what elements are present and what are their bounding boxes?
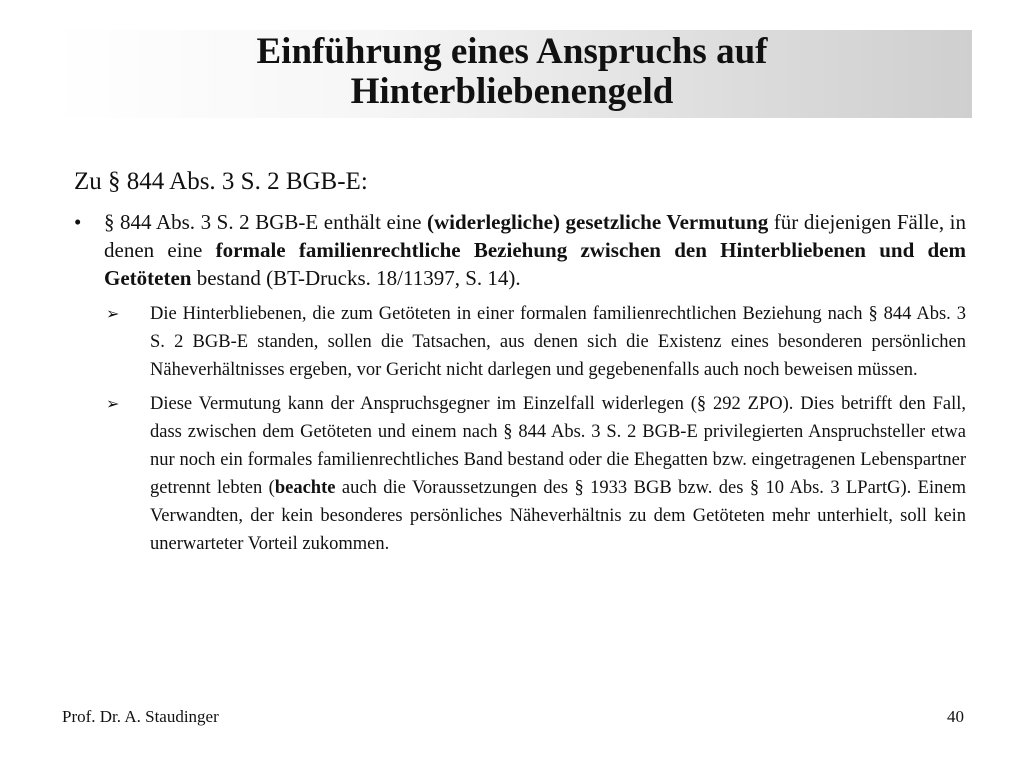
footer-page-number: 40: [947, 707, 964, 726]
arrow-bullet-icon: ➢: [106, 394, 120, 413]
bullet-dot-icon: •: [74, 210, 82, 234]
title-banner: [52, 30, 972, 118]
bullet-text-part: § 844 Abs. 3 S. 2 BGB-E enthält eine: [104, 210, 428, 234]
sub-bullet-item-2: [74, 390, 966, 558]
sub-bullet-bold-note: beachte: [274, 478, 336, 498]
bullet-text-part: bestand (BT-Drucks. 18/11397, S. 14).: [191, 266, 521, 290]
bullet-text-part: für diejenigen Fälle, in denen eine: [104, 210, 966, 262]
slide-title-line-1: Einführung eines Anspruchs auf: [256, 31, 768, 72]
sub-bullet-text-part: auch die Voraussetzungen des § 1933 BGB bzw. des § 10 Abs. 3 LPartG). Einem Verwandten, der kein besonderes persönliches Näheverhältnis zu dem Getöteten mehr unterhielt, soll kein unerwarteter Vorteil zukommen.: [150, 478, 966, 554]
bullet-bold-relationship: formale familienrechtliche Beziehung zwischen den Hinterbliebenen und dem Getöteten: [104, 238, 966, 290]
sub-bullet-text-part: Diese Vermutung kann der Anspruchsgegner im Einzelfall widerlegen (§ 292 ZPO). Dies betrifft den Fall, dass zwischen dem Getöteten und einem nach § 844 Abs. 3 S. 2 BGB-E privilegierten Anspruchsteller etwa nur noch ein formales familienrechtliches Band bestand oder die Ehegatten bzw. eingetragenen Lebenspartner getrennt lebten (: [150, 394, 966, 498]
slide-title-line-2: Hinterbliebenengeld: [350, 71, 674, 112]
section-subtitle: Zu § 844 Abs. 3 S. 2 BGB-E:: [74, 168, 368, 195]
sub-bullet-text: Die Hinterbliebenen, die zum Getöteten in einer formalen familienrechtlichen Beziehung nach § 844 Abs. 3 S. 2 BGB-E standen, sollen die Tatsachen, aus denen sich die Existenz eines besonderen persönlichen Näheverhältnisses ergeben, vor Gericht nicht darlegen und gegebenenfalls auch noch beweisen müssen.: [150, 304, 966, 380]
arrow-bullet-icon: ➢: [106, 304, 120, 323]
main-bullet-item: [74, 208, 966, 292]
footer-author: Prof. Dr. A. Staudinger: [62, 707, 219, 726]
sub-bullet-item-1: [74, 300, 966, 384]
slide-title: [52, 32, 972, 112]
slide-content: [74, 166, 966, 564]
bullet-bold-presumption: (widerlegliche) gesetzliche Vermutung: [427, 210, 769, 234]
